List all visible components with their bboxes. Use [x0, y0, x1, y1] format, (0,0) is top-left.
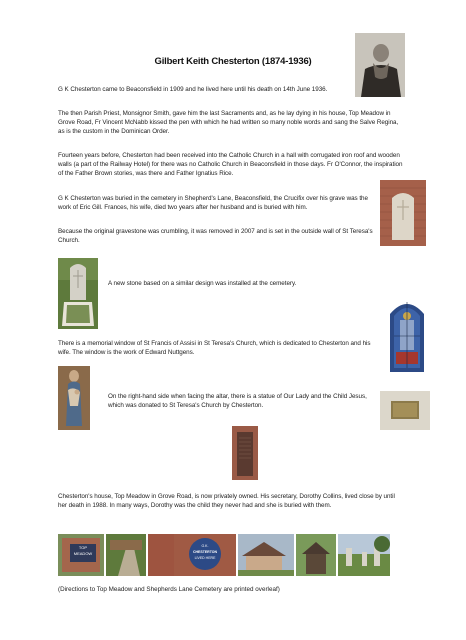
- house-sign-text-1: TOP: [78, 545, 88, 550]
- paragraph-statue: On the right-hand side when facing the altar, there is a statue of Our Lady and the Child Jesus, which was donated to St Teresa's Church by Chesterton.: [108, 393, 367, 410]
- page-title: Gilbert Keith Chesterton (1874-1936): [154, 56, 312, 67]
- statue-photo: [58, 366, 90, 430]
- paragraph-gravestone-moved: Because the original gravestone was crumbling, it was removed in 2007 and is set in the outside wall of St Teresa's Church.: [58, 228, 373, 245]
- plaque-text-2: CHESTERTON: [192, 550, 218, 554]
- stained-glass-window-photo: [386, 296, 428, 372]
- paragraph-burial: G K Chesterton was buried in the cemetery in Shepherd's Lane, Beaconsfield, the Crucifix over his grave was the work of Eric Gill. Frances, his wife, died two years after her husband and is buried with him.: [58, 195, 368, 212]
- photo-strip: [58, 534, 390, 576]
- footer-note: (Directions to Top Meadow and Shepherds Lane Cemetery are printed overleaf): [58, 586, 280, 593]
- plaque-text-3: LIVED HERE: [194, 556, 216, 560]
- paragraph-last-sacraments: The then Parish Priest, Monsignor Smith, gave him the last Sacraments and, as he lay dying in his house, Top Meadow in Grove Road, Fr Vincent McNabb kissed the pen with which he had written so many noble words and sang the Salve Regina, as is the custom in the Dominican Order.: [58, 110, 399, 136]
- house-sign-text-2: MEADOW: [73, 551, 93, 556]
- paragraph-arrival: G K Chesterton came to Beaconsfield in 1909 and he lived here until his death on 14th June 1936.: [58, 86, 328, 93]
- cemetery-grave-photo: [58, 258, 98, 329]
- commemorative-plaque-photo: [380, 391, 430, 430]
- gravestone-wall-photo: [380, 180, 426, 246]
- paragraph-conversion: Fourteen years before, Chesterton had been received into the Catholic Church in a hall with corrugated iron roof and wooden walls (a part of the Railway Hotel) for there was no Catholic Church in Beaconsfield in those days. Fr O'Connor, the inspiration of the Father Brown stories, was there and Father Ignatius Rice.: [58, 152, 403, 178]
- paragraph-new-stone: A new stone based on a similar design was installed at the cemetery.: [108, 280, 297, 287]
- plaque-text-1: G.K.: [201, 544, 209, 548]
- paragraph-house: Chesterton's house, Top Meadow in Grove Road, is now privately owned. His secretary, Dorothy Collins, lived close by until her death in 1988. In many ways, Dorothy was the child they never had and she is buried with them.: [58, 493, 395, 510]
- chesterton-portrait-photo: [355, 33, 405, 97]
- gravestone-wall-photo-2: [232, 426, 258, 480]
- paragraph-memorial-window: There is a memorial window of St Francis of Assisi in St Teresa's Church, which is dedicated to Chesterton and his wife. The window is the work of Edward Nuttgens.: [58, 340, 371, 357]
